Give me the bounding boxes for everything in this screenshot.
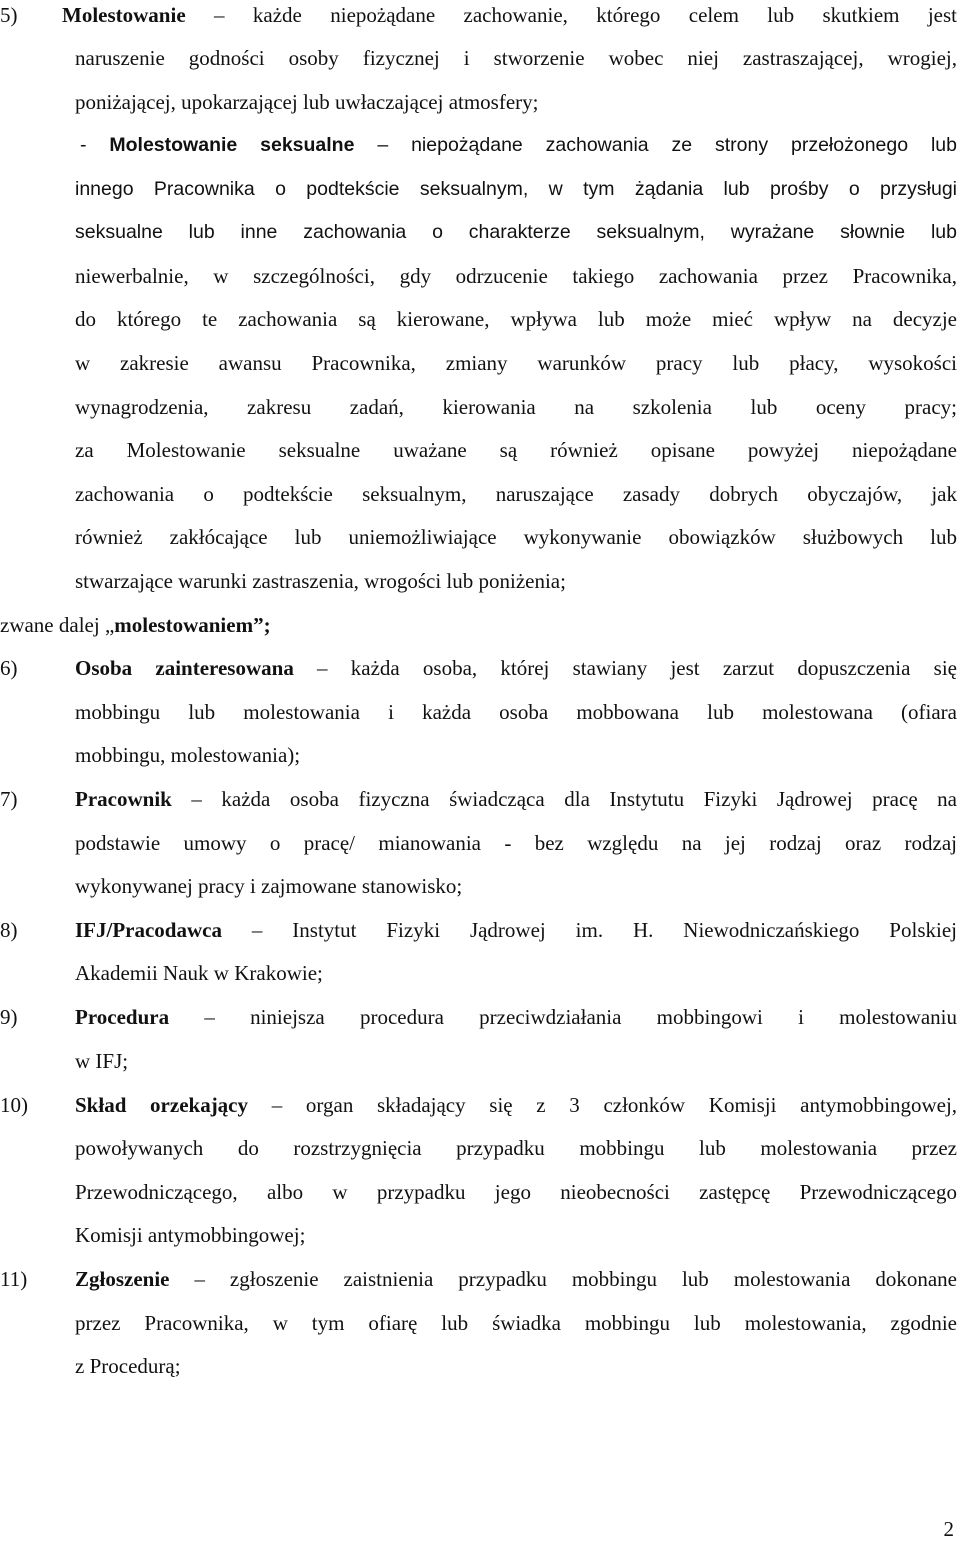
sub-item-line: za Molestowanie seksualne uważane są również opisane powyżej niepożądane [75,438,957,462]
item-text: – organ składający się z 3 członków Komisji antymobbingowej, [271,1093,958,1117]
sub-item-prefix: - [80,134,110,156]
item-first-line [75,786,957,812]
item-line: w IFJ; [75,1049,129,1073]
item-line: mobbingu lub molestowania i każda osoba mobbowana lub molestowana (ofiara [75,700,957,724]
called-text: zwane dalej „ [0,613,115,637]
item-text: – niniejsza procedura przeciwdziałania mobbingowi i molestowaniu [204,1005,957,1029]
sub-item-line: zachowania o podtekście seksualnym, naruszające zasady dobrych obyczajów, jak [75,482,957,506]
page-number: 2 [943,1517,954,1541]
item-line: poniżającej, upokarzającej lub uwłaczającej atmosfery; [75,90,539,114]
sub-item-line: seksualne lub inne zachowania o charakterze seksualnym, wyrażane słownie lub [75,221,957,243]
item-text: – każde niepożądane zachowanie, którego celem lub skutkiem jest [214,3,958,27]
item-line: Komisji antymobbingowej; [75,1223,306,1247]
item-first-line [75,1004,957,1030]
item-first-line [62,2,957,28]
item-line: z Procedurą; [75,1354,181,1378]
item-number: 8) [0,918,18,942]
item-text: – każda osoba fizyczna świadcząca dla Instytutu Fizyki Jądrowej pracę na [191,787,957,811]
item-number: 5) [0,3,18,27]
item-text: – Instytut Fizyki Jądrowej im. H. Niewodniczańskiego Polskiej [251,918,957,942]
item-line: mobbingu, molestowania); [75,743,301,767]
item-term: Procedura [75,1005,170,1029]
item-line: Przewodniczącego, albo w przypadku jego nieobecności zastępcę Przewodniczącego [75,1180,957,1204]
item-line: podstawie umowy o pracę/ mianowania - bez względu na jej rodzaj oraz rodzaj [75,831,957,855]
item-term: Pracownik [75,787,172,811]
item-term: Molestowanie [62,3,186,27]
sub-item-line: wynagrodzenia, zakresu zadań, kierowania na szkolenia lub oceny pracy; [75,395,957,419]
item-text: – zgłoszenie zaistnienia przypadku mobbingu lub molestowania dokonane [194,1267,958,1291]
item-first-line [75,917,957,943]
sub-item-line: do którego te zachowania są kierowane, wpływa lub może mieć wpływ na decyzje [75,307,957,331]
sub-item-text: – niepożądane zachowania ze strony przełożonego lub [377,134,957,156]
item-term: Skład orzekający [75,1093,249,1117]
sub-item-line: również zakłócające lub uniemożliwiające wykonywanie obowiązków służbowych lub [75,525,957,549]
sub-item-line: w zakresie awansu Pracownika, zmiany warunków pracy lub płacy, wysokości [75,351,957,375]
item-number: 7) [0,787,18,811]
item-first-line [75,655,957,681]
item-term: Zgłoszenie [75,1267,170,1291]
item-line: naruszenie godności osoby fizycznej i stworzenie wobec niej zastraszającej, wrogiej, [75,46,957,70]
sub-item-first-line [80,132,957,158]
sub-item-line: stwarzające warunki zastraszenia, wrogości lub poniżenia; [75,569,566,593]
item-number: 6) [0,656,18,680]
item-line: Akademii Nauk w Krakowie; [75,961,323,985]
item-number: 11) [0,1267,28,1291]
item-first-line [75,1092,957,1118]
item-line: powoływanych do rozstrzygnięcia przypadku mobbingu lub molestowania przez [75,1136,957,1160]
item-first-line [75,1266,957,1292]
called-line [0,612,271,638]
item-number: 9) [0,1005,18,1029]
item-line: wykonywanej pracy i zajmowane stanowisko; [75,874,463,898]
sub-item-term: Molestowanie seksualne [109,134,355,156]
item-term: IFJ/Pracodawca [75,918,222,942]
sub-item-line: niewerbalnie, w szczególności, gdy odrzucenie takiego zachowania przez Pracownika, [75,264,957,288]
item-line: przez Pracownika, w tym ofiarę lub świadka mobbingu lub molestowania, zgodnie [75,1311,957,1335]
sub-item-line: innego Pracownika o podtekście seksualnym, w tym żądania lub prośby o przysługi [75,178,957,200]
called-term: molestowaniem”; [114,613,271,637]
item-text: – każda osoba, której stawiany jest zarzut dopuszczenia się [317,656,957,680]
item-number: 10) [0,1093,28,1117]
item-term: Osoba zainteresowana [75,656,294,680]
